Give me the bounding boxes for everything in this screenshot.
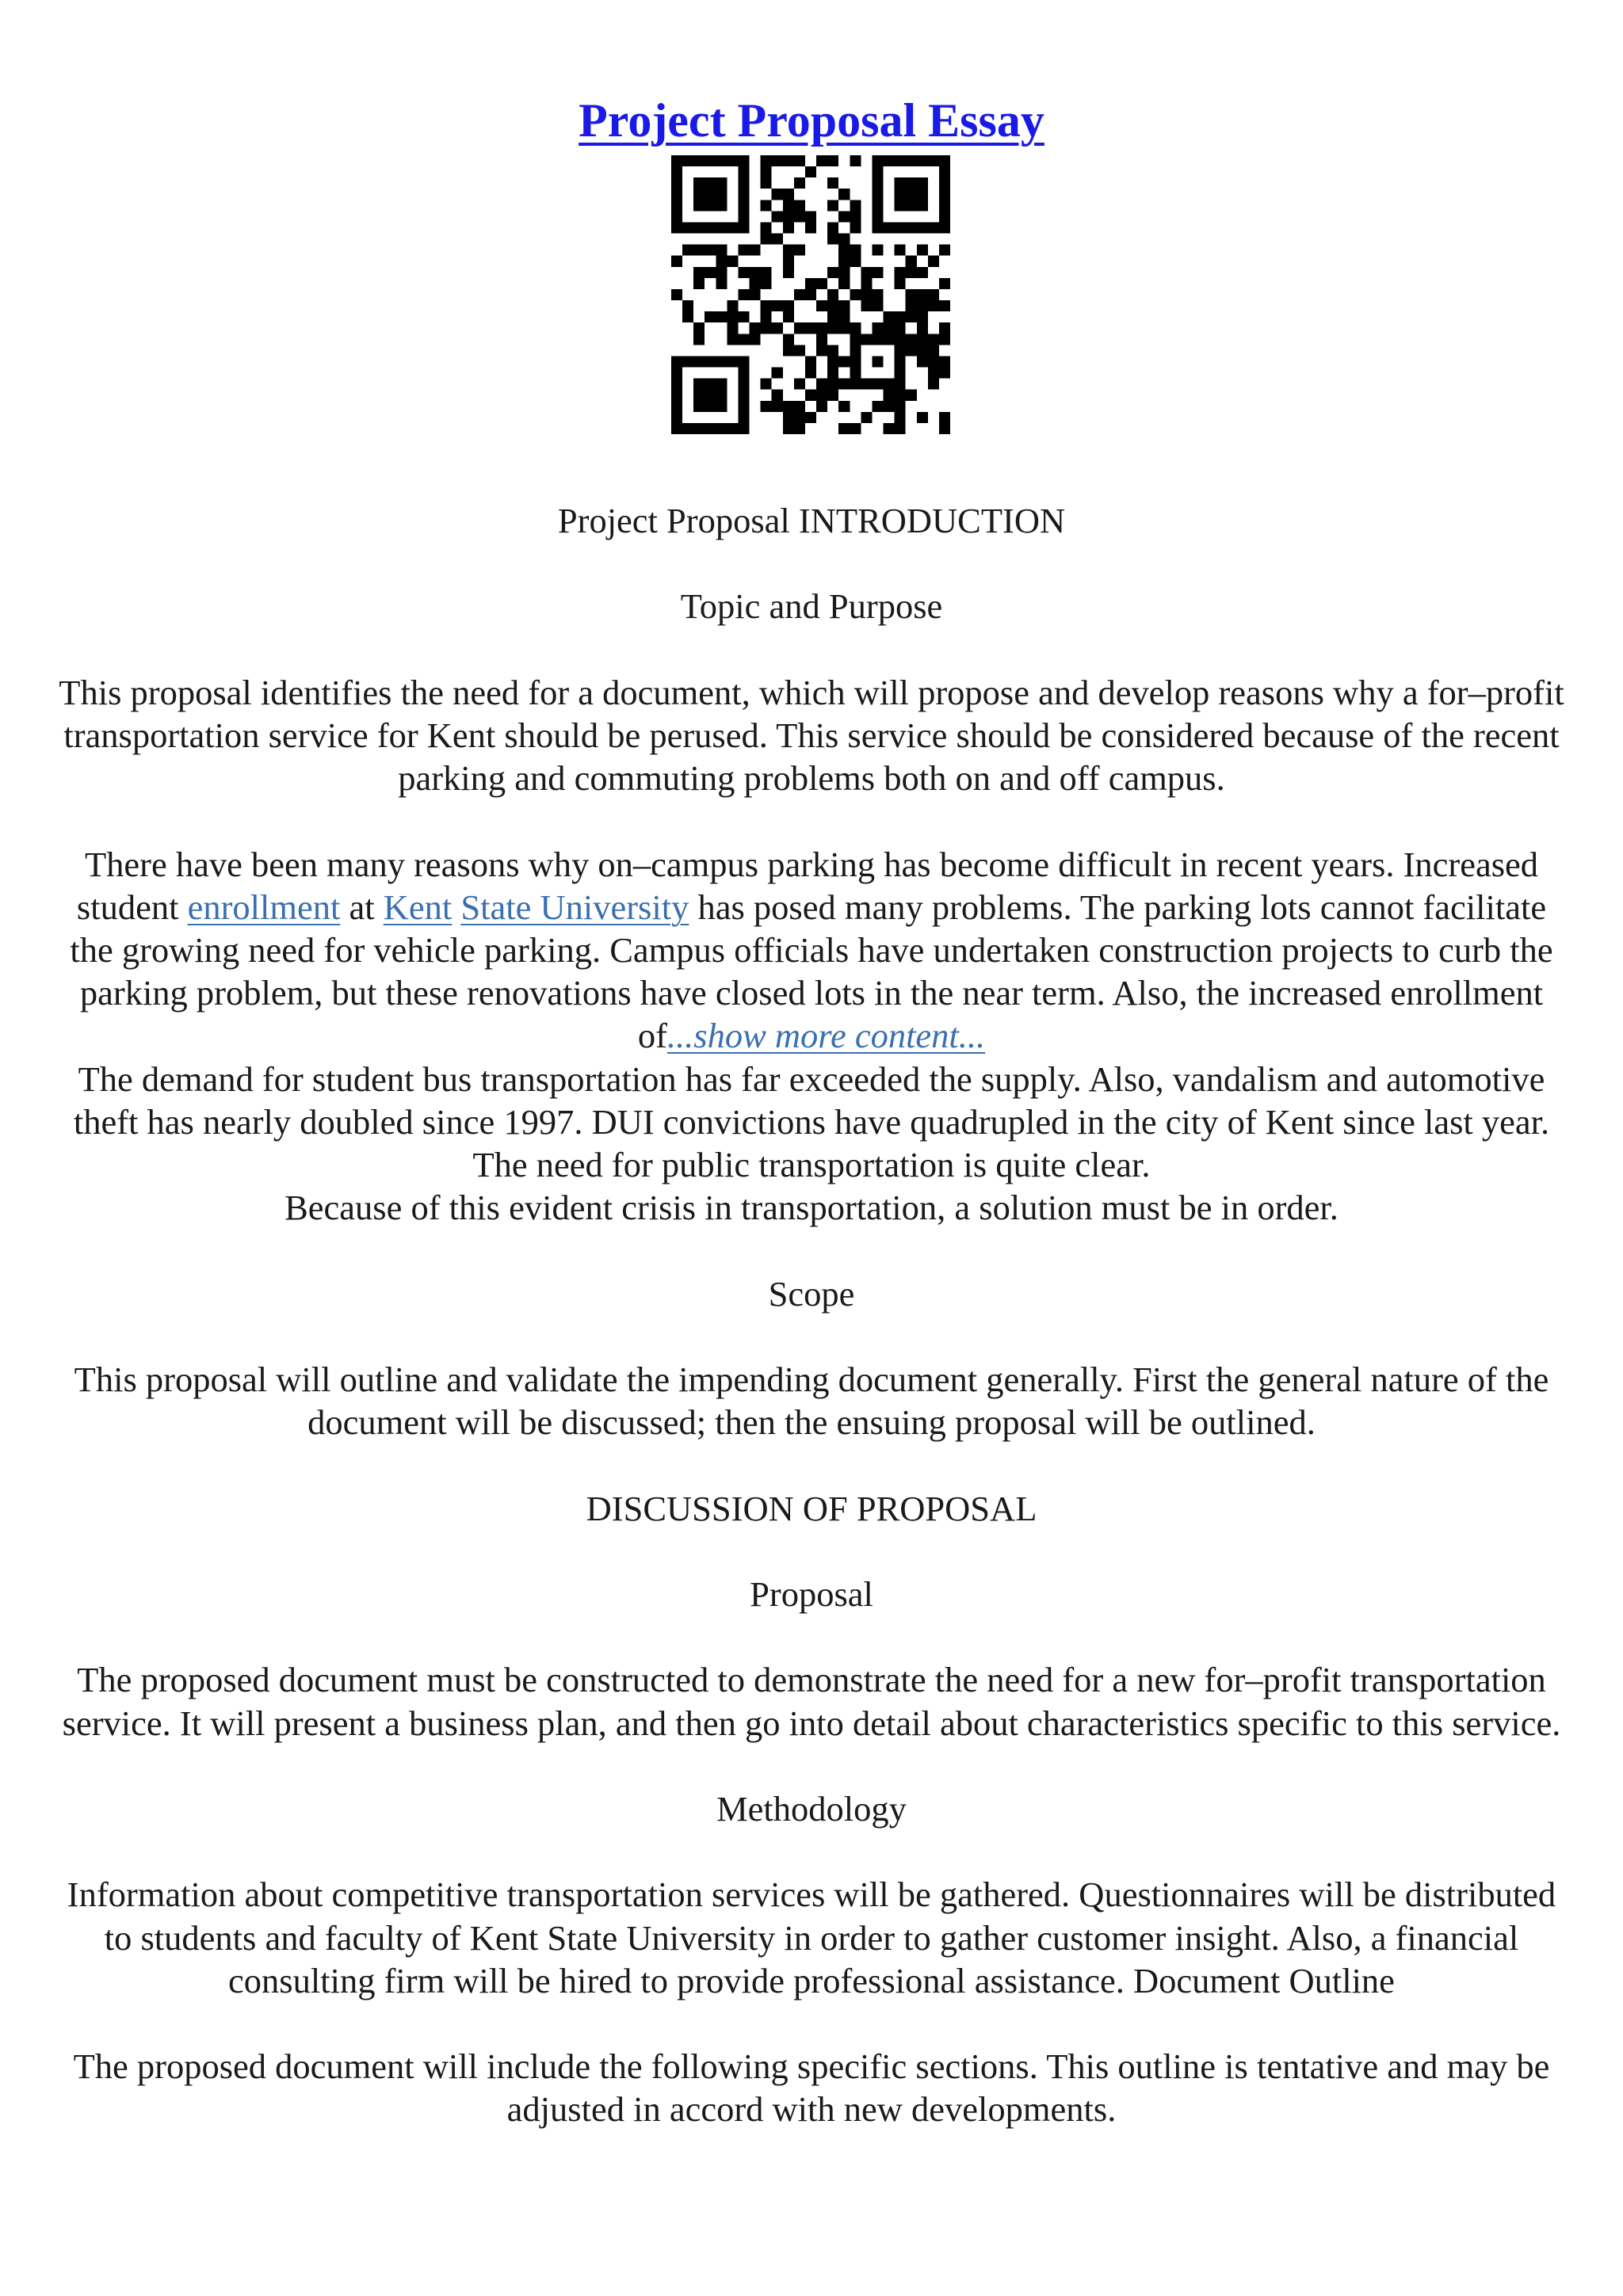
outline-paragraph: The proposed document will include the following specific sections. This outline is tentative and may be adjusted in accord with new developments. <box>73 2046 1550 2130</box>
crisis-paragraph: Because of this evident crisis in transportation, a solution must be in order. <box>285 1188 1338 1228</box>
state-university-link[interactable]: State University <box>460 887 689 927</box>
intro-heading: Project Proposal INTRODUCTION <box>557 501 1066 540</box>
enrollment-link[interactable]: enrollment <box>187 887 341 927</box>
essay-body <box>55 499 1568 2174</box>
topic-heading: Topic and Purpose <box>680 586 943 627</box>
qr-code-icon <box>671 155 950 434</box>
scope-paragraph: This proposal will outline and validate the impending document generally. First the general nature of the document will be discussed; then the ensuing proposal will be outlined. <box>74 1359 1549 1443</box>
show-more-link[interactable]: ...show more content... <box>666 1016 986 1056</box>
discussion-heading: DISCUSSION OF PROPOSAL <box>586 1488 1037 1528</box>
proposal-heading: Proposal <box>750 1573 873 1614</box>
reasons-text-3 <box>452 887 460 927</box>
reasons-text-1: There have been many reasons why on–campus parking has become difficult in recent years. Increased student <box>76 844 1539 927</box>
page-title <box>0 89 1623 152</box>
kent-link[interactable]: Kent <box>383 887 453 927</box>
demand-paragraph: The demand for student bus transportation has far exceeded the supply. Also, vandalism and automotive theft has nearly doubled since 1997. DUI convictions have quadrupled in the city of Kent since last year. The need for public transportation is quite clear. <box>73 1058 1550 1184</box>
proposal-paragraph: The proposed document must be constructed to demonstrate the need for a new for–profit transportation service. It will present a business plan, and then go into detail about characteristics specific to this service. <box>62 1660 1561 1743</box>
reasons-text-4: has posed many problems. The parking lots cannot facilitate the growing need for vehicle parking. Campus officials have undertaken construction projects to curb the parking problem, but these renovations have closed lots in the near term. Also, the increased enrollment of <box>70 887 1553 1056</box>
scope-heading: Scope <box>768 1273 855 1314</box>
title-link[interactable]: Project Proposal Essay <box>579 94 1044 147</box>
topic-paragraph: This proposal identifies the need for a document, which will propose and develop reasons why a for–profit transportation service for Kent should be perused. This service should be considered because of the recent parking and commuting problems both on and off campus. <box>59 672 1564 799</box>
reasons-paragraph <box>55 843 1568 1058</box>
methodology-heading: Methodology <box>716 1788 907 1829</box>
reasons-text-2: at <box>340 887 384 927</box>
methodology-paragraph: Information about competitive transportation services will be gathered. Questionnaires will be distributed to students and faculty of Kent State University in order to gather customer insight. Also, a financial consulting firm will be hired to provide professional assistance. Document Outline <box>67 1875 1556 2000</box>
